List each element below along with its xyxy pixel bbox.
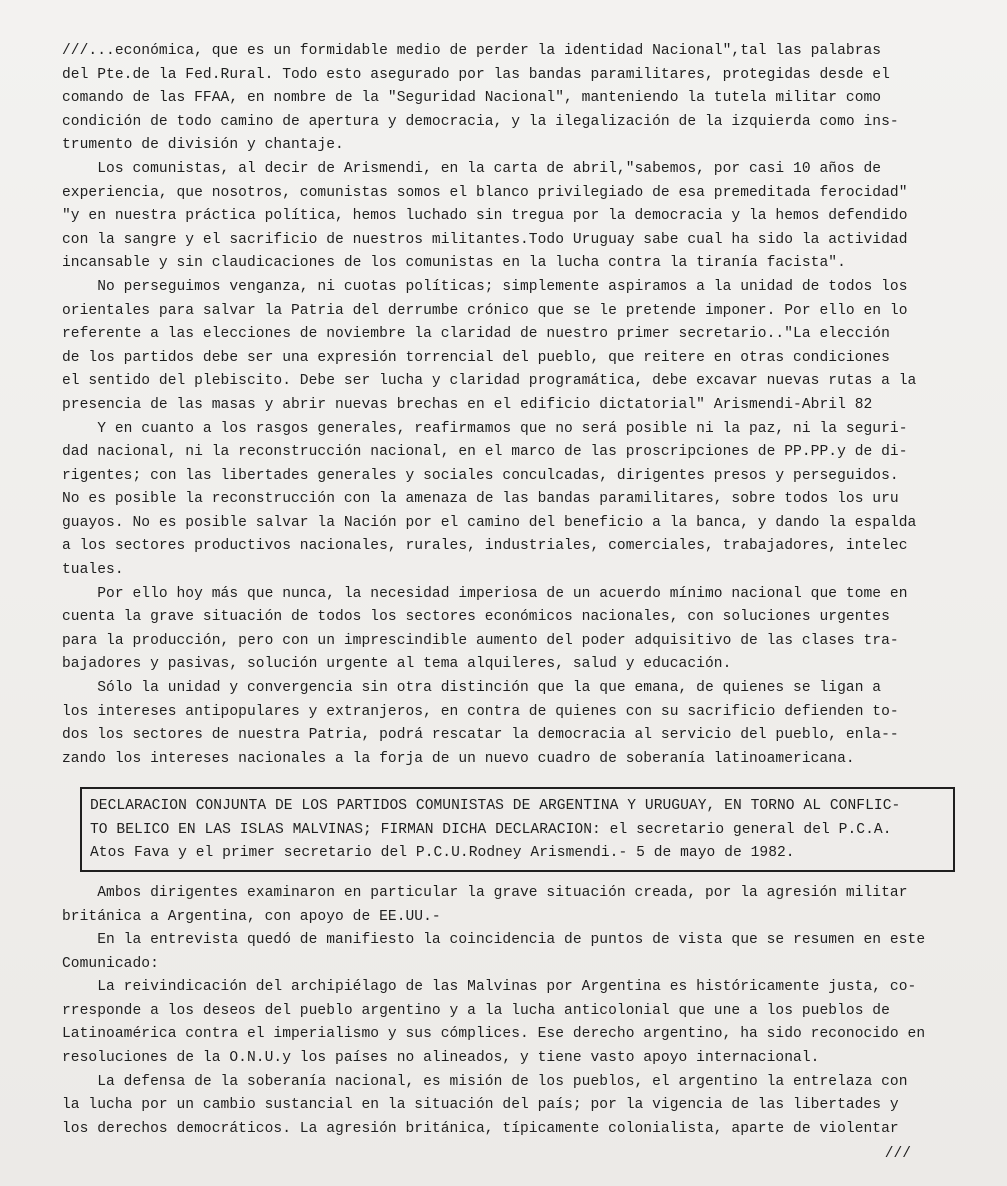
body-text-line: No es posible la reconstrucción con la amenaza de las bandas paramilitares, sobre todos los uru	[62, 491, 899, 508]
body-text-line: referente a las elecciones de noviembre la claridad de nuestro primer secretario.."La elección	[62, 326, 890, 343]
body-text-line: rigentes; con las libertades generales y sociales conculcadas, dirigentes presos y perseguidos.	[62, 467, 899, 484]
body-text-line: el sentido del plebiscito. Debe ser lucha y claridad programática, debe excavar nuevas rutas a la	[62, 373, 917, 390]
body-text-line: La defensa de la soberanía nacional, es misión de los pueblos, el argentino la entrelaza con	[62, 1073, 908, 1090]
body-text-line: No perseguimos venganza, ni cuotas políticas; simplemente aspiramos a la unidad de todos los	[62, 278, 908, 295]
body-text-line: dad nacional, ni la reconstrucción nacional, en el marco de las proscripciones de PP.PP.y de di-	[62, 444, 908, 461]
body-text-line: del Pte.de la Fed.Rural. Todo esto asegurado por las bandas paramilitares, protegidas desde el	[62, 66, 890, 83]
body-text-line: condición de todo camino de apertura y democracia, y la ilegalización de la izquierda como ins-	[62, 113, 899, 130]
body-text-line: Ambos dirigentes examinaron en particular la grave situación creada, por la agresión militar	[62, 884, 908, 901]
body-text-line: Y en cuanto a los rasgos generales, reafirmamos que no será posible ni la paz, ni la seguri-	[62, 420, 908, 437]
declaration-line: TO BELICO EN LAS ISLAS MALVINAS; FIRMAN DICHA DECLARACION: el secretario general del P.C.A.	[90, 821, 892, 838]
body-text-line: los derechos democráticos. La agresión británica, típicamente colonialista, aparte de violentar	[62, 1120, 899, 1137]
body-text-line: "y en nuestra práctica política, hemos luchado sin tregua por la democracia y la hemos defendido	[62, 208, 908, 225]
body-text-line: de los partidos debe ser una expresión torrencial del pueblo, que reitere en otras condiciones	[62, 349, 890, 366]
body-text-line: incansable y sin claudicaciones de los comunistas en la lucha contra la tiranía facista".	[62, 255, 846, 272]
body-text-line: resoluciones de la O.N.U.y los países no alineados, y tiene vasto apoyo internacional.	[62, 1050, 820, 1067]
body-text-line: tuales.	[62, 562, 124, 579]
body-text-line: En la entrevista quedó de manifiesto la coincidencia de puntos de vista que se resumen en este	[62, 932, 926, 949]
body-text-line: bajadores y pasivas, solución urgente al tema alquileres, salud y educación.	[62, 656, 732, 673]
body-text-line: Sólo la unidad y convergencia sin otra distinción que la que emana, de quienes se ligan a	[62, 680, 882, 697]
body-text-line: Comunicado:	[62, 955, 159, 972]
body-text-line: los intereses antipopulares y extranjeros, en contra de quienes con su sacrificio defienden to-	[62, 703, 899, 720]
body-text-line: cuenta la grave situación de todos los sectores económicos nacionales, con soluciones urgentes	[62, 609, 890, 626]
body-text-line: para la producción, pero con un imprescindible aumento del poder adquisitivo de las clases tra-	[62, 632, 899, 649]
body-text-line: comando de las FFAA, en nombre de la "Seguridad Nacional", manteniendo la tutela militar como	[62, 90, 882, 107]
body-text-line: trumento de división y chantaje.	[62, 137, 344, 154]
body-text-line: británica a Argentina, con apoyo de EE.UU.-	[62, 908, 441, 925]
body-text-line: presencia de las masas y abrir nuevas brechas en el edificio dictatorial" Arismendi-Abril 82	[62, 396, 873, 413]
body-text-line: Latinoamérica contra el imperialismo y sus cómplices. Ese derecho argentino, ha sido reconocido en	[62, 1026, 926, 1043]
body-text-line: rresponde a los deseos del pueblo argentino y a la lucha anticolonial que une a los pueblos de	[62, 1002, 890, 1019]
body-text-line: guayos. No es posible salvar la Nación por el camino del beneficio a la banca, y dando la espalda	[62, 514, 917, 531]
body-text-line: la lucha por un cambio sustancial en la situación del país; por la vigencia de las libertades y	[62, 1097, 899, 1114]
body-text-line: orientales para salvar la Patria del derrumbe crónico que se le pretende imponer. Por ello en lo	[62, 302, 908, 319]
body-text-line: experiencia, que nosotros, comunistas somos el blanco privilegiado de esa premeditada ferocidad"	[62, 184, 908, 201]
body-text-line: con la sangre y el sacrificio de nuestros militantes.Todo Uruguay sabe cual ha sido la actividad	[62, 231, 908, 248]
declaration-line: Atos Fava y el primer secretario del P.C.U.Rodney Arismendi.- 5 de mayo de 1982.	[90, 845, 795, 862]
declaration-line: DECLARACION CONJUNTA DE LOS PARTIDOS COMUNISTAS DE ARGENTINA Y URUGUAY, EN TORNO AL CONFLIC-	[90, 798, 901, 815]
body-text-line: Los comunistas, al decir de Arismendi, en la carta de abril,"sabemos, por casi 10 años de	[62, 160, 882, 177]
body-text-line: zando los intereses nacionales a la forja de un nuevo cuadro de soberanía latinoamericana.	[62, 750, 855, 767]
body-text-line: Por ello hoy más que nunca, la necesidad imperiosa de un acuerdo mínimo nacional que tome en	[62, 585, 908, 602]
body-text-line: La reivindicación del archipiélago de las Malvinas por Argentina es históricamente justa, co-	[62, 979, 917, 996]
body-text-top	[62, 40, 949, 771]
continuation-mark: ///	[884, 1146, 911, 1162]
body-text-line: dos los sectores de nuestra Patria, podrá rescatar la democracia al servicio del pueblo, enla--	[62, 727, 899, 744]
body-text-bottom	[62, 882, 949, 1142]
body-text-line: ///...económica, que es un formidable medio de perder la identidad Nacional",tal las palabras	[62, 43, 882, 59]
declaration-box	[80, 787, 955, 872]
body-text-line: a los sectores productivos nacionales, rurales, industriales, comerciales, trabajadores, intelec	[62, 538, 908, 555]
